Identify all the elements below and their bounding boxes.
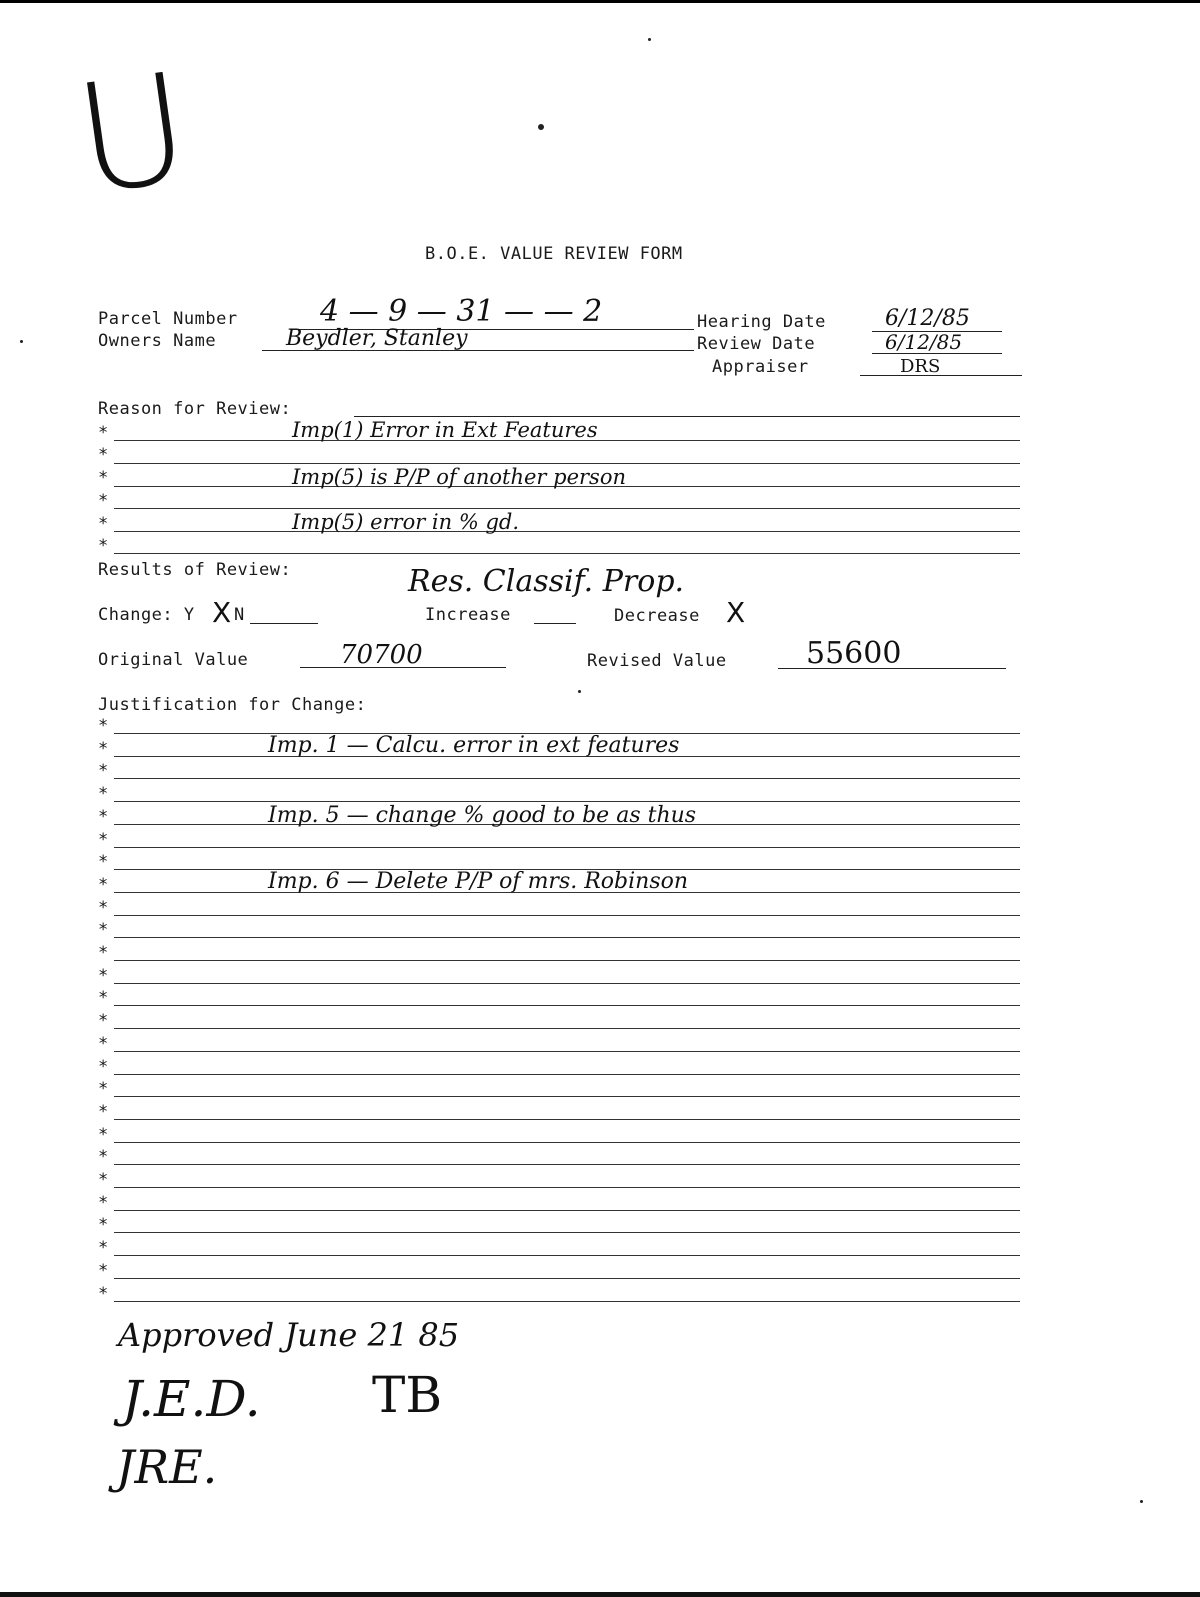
hearing-date-label: Hearing Date (697, 312, 826, 332)
reason-line (114, 531, 1020, 532)
change-label: Change: Y (98, 605, 195, 625)
reason-line-marker: * (98, 445, 109, 465)
change-mark: X (212, 596, 232, 629)
page-bottom-edge (0, 1592, 1200, 1597)
form-title: B.O.E. VALUE REVIEW FORM (425, 244, 683, 264)
results-of-review-value: Res. Classif. Prop. (408, 564, 685, 599)
justification-line-marker: * (98, 988, 109, 1008)
reason-line-marker: * (98, 468, 109, 488)
scan-speck (20, 340, 23, 343)
scan-speck (578, 690, 581, 693)
approval-text: Approved June 21 85 (118, 1316, 460, 1354)
justification-line (114, 1051, 1020, 1052)
justification-line (114, 1096, 1020, 1097)
reason-line-marker: * (98, 491, 109, 511)
justification-text: Imp. 6 — Delete P/P of mrs. Robinson (268, 869, 689, 894)
reason-line-marker: * (98, 423, 109, 443)
change-n-underline (250, 623, 318, 624)
justification-line (114, 1005, 1020, 1006)
justification-line (114, 1187, 1020, 1188)
hearing-date-value: 6/12/85 (885, 306, 970, 331)
justification-line-marker: * (98, 966, 109, 986)
results-of-review-label: Results of Review: (98, 560, 292, 580)
justification-line-marker: * (98, 898, 109, 918)
scan-speck (538, 124, 544, 130)
justification-line-marker: * (98, 739, 109, 759)
corner-mark: U (66, 41, 200, 229)
reason-text: Imp(1) Error in Ext Features (292, 418, 598, 442)
reason-line-marker: * (98, 514, 109, 534)
justification-line-marker: * (98, 1193, 109, 1213)
justification-line-marker: * (98, 830, 109, 850)
scan-speck (648, 38, 651, 41)
justification-line (114, 983, 1020, 984)
justification-line-marker: * (98, 716, 109, 736)
owners-name-label: Owners Name (98, 331, 217, 351)
change-n-label: N (234, 605, 245, 625)
justification-line-marker: * (98, 1034, 109, 1054)
revised-value-value: 55600 (806, 636, 902, 671)
reason-for-review-label: Reason for Review: (98, 399, 292, 419)
justification-line (114, 1142, 1020, 1143)
justification-line-marker: * (98, 1215, 109, 1235)
justification-line (114, 1278, 1020, 1279)
page-top-edge (0, 0, 1200, 3)
justification-line (114, 1028, 1020, 1029)
justification-line-marker: * (98, 1079, 109, 1099)
justification-line-marker: * (98, 1238, 109, 1258)
reason-line-marker: * (98, 536, 109, 556)
justification-line-marker: * (98, 1170, 109, 1190)
revised-value-label: Revised Value (587, 651, 727, 671)
justification-line-marker: * (98, 807, 109, 827)
justification-line-marker: * (98, 875, 109, 895)
justification-line (114, 778, 1020, 779)
approval-initials: JRE. (116, 1440, 218, 1494)
appraiser-label: Appraiser (712, 357, 809, 377)
justification-line-marker: * (98, 1284, 109, 1304)
justification-line (114, 915, 1020, 916)
justification-line-marker: * (98, 1261, 109, 1281)
justification-text: Imp. 1 — Calcu. error in ext features (268, 733, 680, 758)
justification-line (114, 847, 1020, 848)
justification-line (114, 1164, 1020, 1165)
justification-text: Imp. 5 — change % good to be as thus (268, 803, 697, 828)
reason-line (114, 553, 1020, 554)
original-value-label: Original Value (98, 650, 249, 670)
justification-line (114, 1074, 1020, 1075)
justification-line (114, 1255, 1020, 1256)
approval-initials: J.E.D. (122, 1370, 261, 1428)
justification-line (114, 1232, 1020, 1233)
parcel-number-label: Parcel Number (98, 309, 238, 329)
reason-text: Imp(5) error in % gd. (292, 510, 520, 534)
original-value-value: 70700 (340, 640, 423, 670)
justification-line-marker: * (98, 784, 109, 804)
increase-label: Increase (425, 605, 511, 625)
reason-line (114, 508, 1020, 509)
decrease-mark: X (726, 596, 746, 629)
justification-line (114, 960, 1020, 961)
justification-line-marker: * (98, 943, 109, 963)
approval-initials: TB (372, 1366, 443, 1424)
justification-line-marker: * (98, 1057, 109, 1077)
appraiser-underline (860, 375, 1022, 376)
review-date-label: Review Date (697, 334, 816, 354)
justification-line-marker: * (98, 920, 109, 940)
justification-line-marker: * (98, 761, 109, 781)
review-date-value: 6/12/85 (885, 330, 963, 354)
reason-text: Imp(5) is P/P of another person (292, 465, 626, 489)
appraiser-value: DRS (900, 356, 941, 377)
parcel-number-value: 4 — 9 — 31 — — 2 (320, 294, 603, 329)
owners-name-value: Beydler, Stanley (286, 326, 468, 351)
justification-line (114, 1119, 1020, 1120)
justification-line-marker: * (98, 852, 109, 872)
justification-line (114, 1301, 1020, 1302)
justification-line-marker: * (98, 1011, 109, 1031)
scan-speck (1140, 1500, 1143, 1503)
justification-line-marker: * (98, 1125, 109, 1145)
decrease-label: Decrease (614, 606, 700, 626)
justification-line-marker: * (98, 1102, 109, 1122)
justification-label: Justification for Change: (98, 695, 367, 715)
justification-line (114, 937, 1020, 938)
justification-line (114, 1210, 1020, 1211)
justification-line-marker: * (98, 1147, 109, 1167)
increase-underline (534, 623, 576, 624)
